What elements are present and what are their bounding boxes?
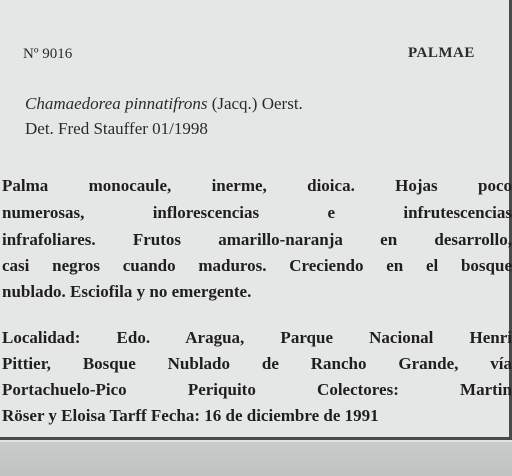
determiner: Det. Fred Stauffer 01/1998 [25,119,208,138]
sheet-edge [0,442,512,476]
species-author: (Jacq.) Oerst. [207,94,303,113]
locality-line: Pittier, Bosque Nublado de Rancho Grande, vía [2,354,512,373]
locality-line: Portachuelo-Pico Periquito Colectores: Martin [2,380,512,399]
description-line: Palma monocaule, inerme, dioica. Hojas poco [2,176,512,195]
specimen-number: Nº 9016 [23,46,73,62]
locality-line: Röser y Eloisa Tarff Fecha: 16 de diciembre de 1991 [2,406,379,425]
species-binomial: Chamaedorea pinnatifrons [25,94,208,113]
description-line: casi negros cuando maduros. Creciendo en el bosque [2,256,512,275]
description-line: numerosas, inflorescencias e infrutescencias [2,203,512,222]
family-name: PALMAE [408,45,475,61]
description-line: infrafoliares. Frutos amarillo-naranja en desarrollo, [2,230,512,249]
locality-line: Localidad: Edo. Aragua, Parque Nacional Henri [2,328,512,347]
description-line: nublado. Esciofila y no emergente. [2,282,252,301]
species-name [25,94,303,114]
